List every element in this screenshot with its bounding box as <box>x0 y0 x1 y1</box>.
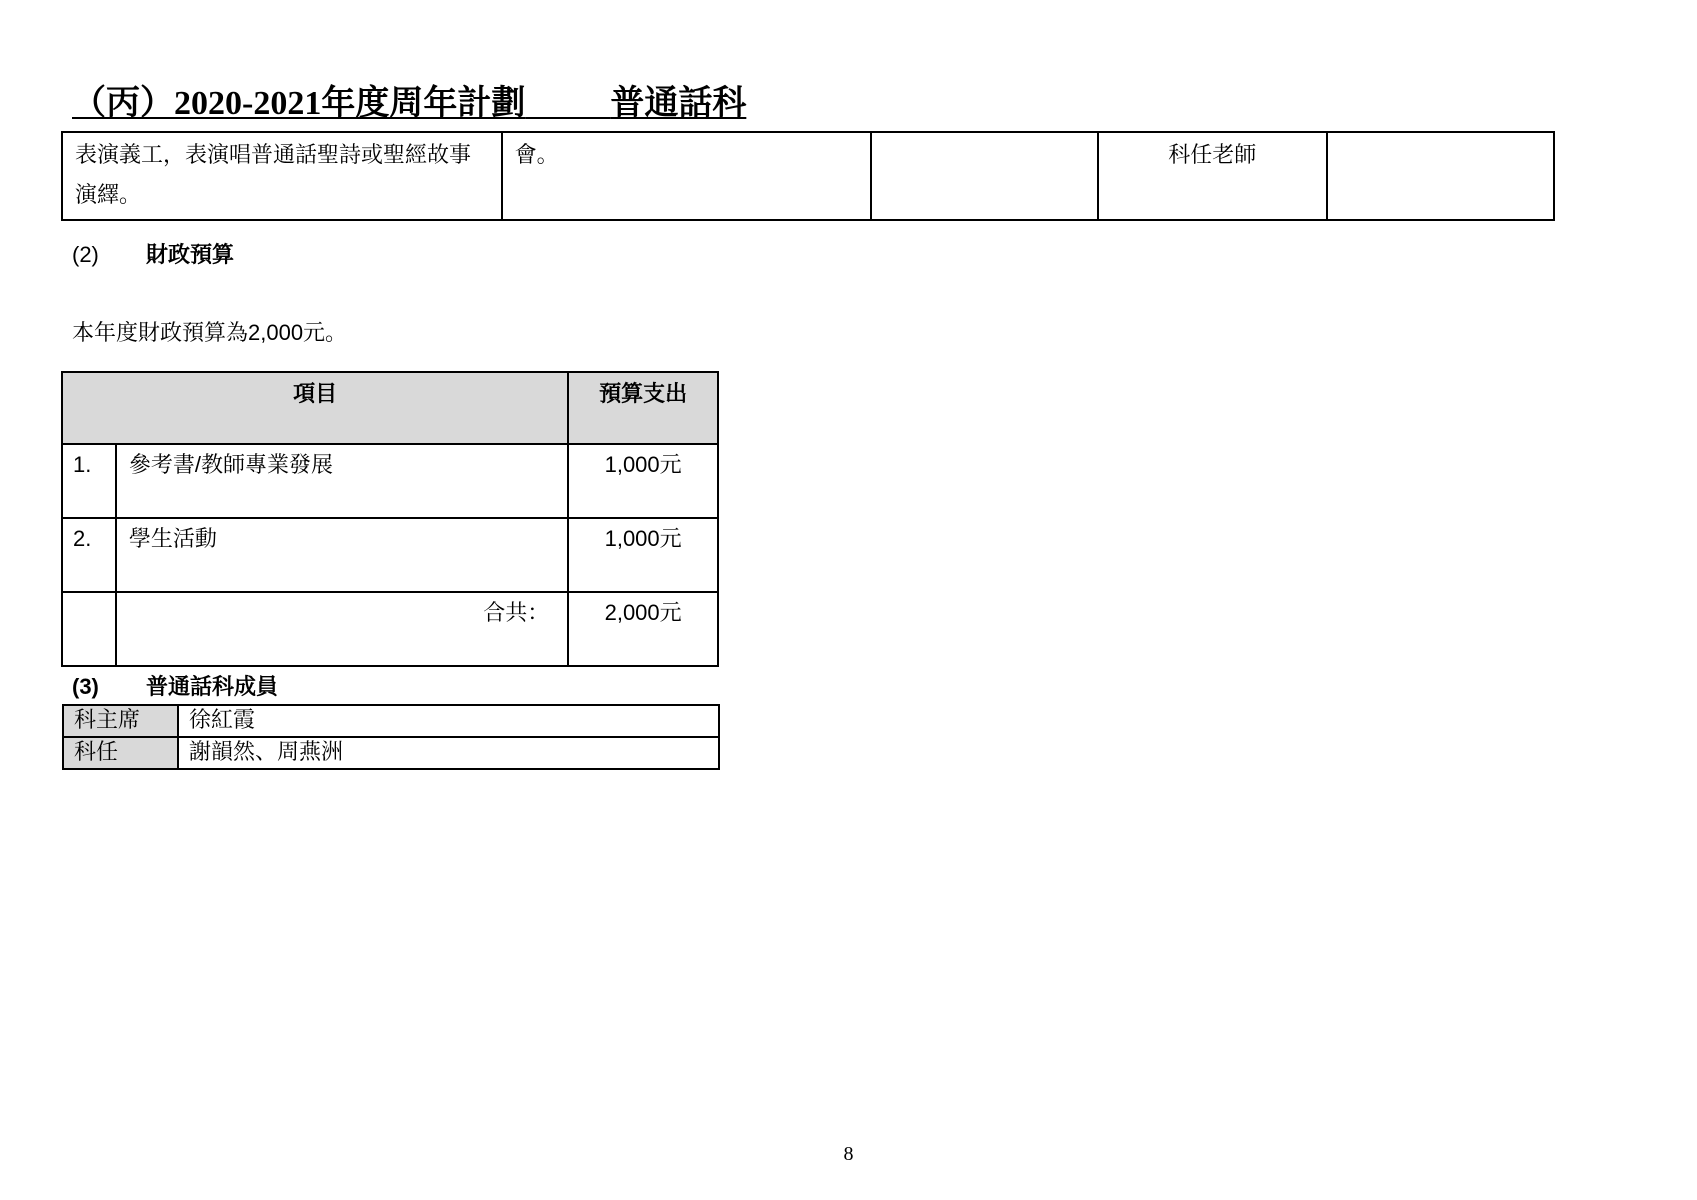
row-number: 2. <box>62 518 116 592</box>
page-title <box>72 84 746 124</box>
table-row <box>63 737 719 769</box>
section-number: (3) <box>72 674 99 699</box>
section-heading-members <box>72 673 278 701</box>
table-row <box>62 444 718 518</box>
section-heading-budget <box>72 241 234 269</box>
member-role: 科主席 <box>63 705 178 737</box>
section-number: (2) <box>72 242 99 267</box>
plan-continuation-table <box>61 131 1555 221</box>
table-row <box>62 132 1554 220</box>
total-label: 合共： <box>116 592 568 666</box>
member-names: 徐紅霞 <box>178 705 719 737</box>
evaluation-cell <box>871 132 1098 220</box>
section-title: 普通話科成員 <box>146 674 279 699</box>
member-role: 科任 <box>63 737 178 769</box>
item-header: 項目 <box>62 372 568 444</box>
plan-title: （丙）2020-2021年度周年計劃 <box>72 85 526 122</box>
member-names: 謝韻然、周燕洲 <box>178 737 719 769</box>
row-amount: 1,000元 <box>568 444 718 518</box>
success-criteria-cell: 會。 <box>502 132 871 220</box>
total-empty-cell <box>62 592 116 666</box>
row-amount: 1,000元 <box>568 518 718 592</box>
subject-title: 普通話科 <box>610 85 747 122</box>
row-item: 參考書/教師專業發展 <box>116 444 568 518</box>
responsible-cell: 科任老師 <box>1098 132 1327 220</box>
resources-cell <box>1327 132 1554 220</box>
section-title: 財政預算 <box>146 242 235 267</box>
members-table <box>62 704 720 770</box>
row-number: 1. <box>62 444 116 518</box>
total-amount: 2,000元 <box>568 592 718 666</box>
table-total-row <box>62 592 718 666</box>
table-header-row <box>62 372 718 444</box>
amount-header: 預算支出 <box>568 372 718 444</box>
budget-table <box>61 371 719 667</box>
page-number: 8 <box>843 1143 854 1165</box>
row-item: 學生活動 <box>116 518 568 592</box>
table-row <box>62 518 718 592</box>
strategy-cell: 表演義工，表演唱普通話聖詩或聖經故事演繹。 <box>62 132 502 220</box>
table-row <box>63 705 719 737</box>
budget-note: 本年度財政預算為2,000元。 <box>72 320 348 345</box>
